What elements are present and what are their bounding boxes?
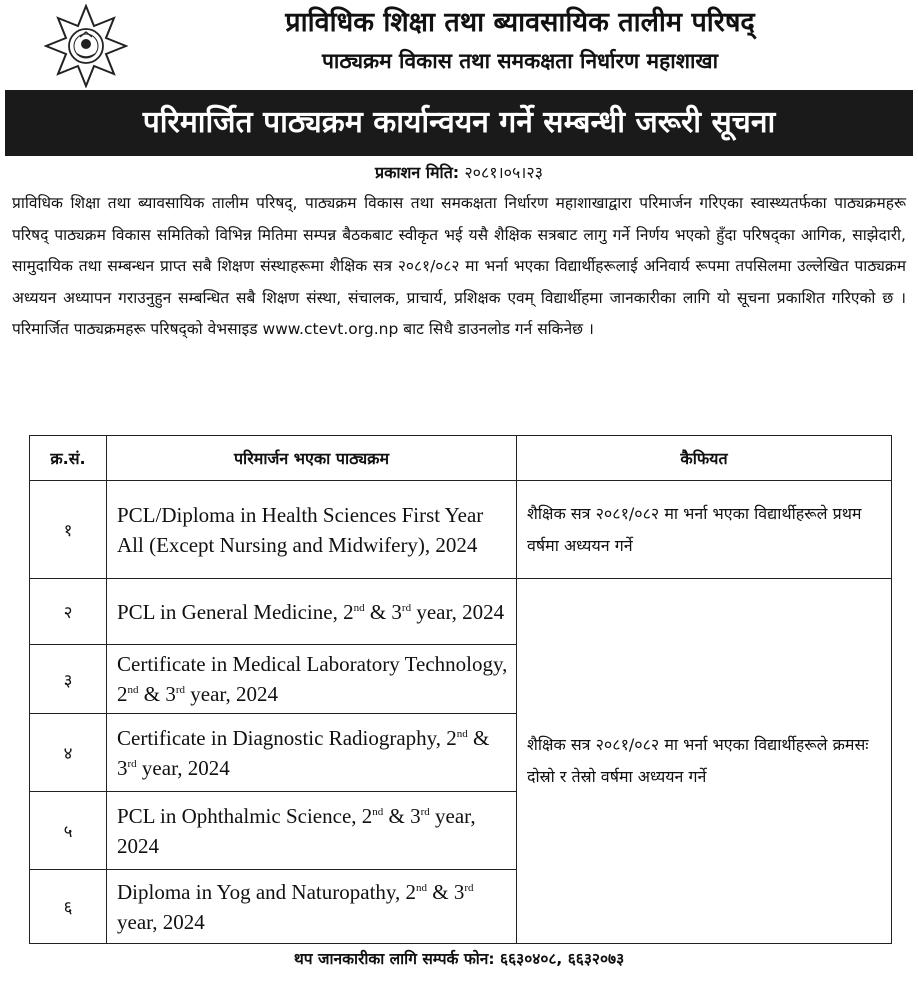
department-name: पाठ्यक्रम विकास तथा समकक्षता निर्धारण महाशाखा — [321, 48, 719, 73]
contact-label: थप जानकारीका लागि सम्पर्क फोन: — [293, 950, 495, 968]
table-row — [30, 481, 892, 579]
publication-date — [0, 160, 918, 186]
header-serial-number: क्र.सं. — [30, 436, 107, 481]
organization-name: प्राविधिक शिक्षा तथा ब्यावसायिक तालीम परिषद् — [285, 7, 755, 38]
notice-body-text: प्राविधिक शिक्षा तथा ब्यावसायिक तालीम परिषद्, पाठ्यक्रम विकास तथा समकक्षता निर्धारण महाशाखाद्वारा परिमार्जन गरिएका स्वास्थ्यतर्फका पाठ्यक्रमहरू परिषद् पाठ्यक्रम विकास समितिको विभिन्न मितिमा सम्पन्न बैठकबाट स्वीकृत भई यसै शैक्षिक सत्रबाट लागु गर्ने निर्णय भएको हुँदा परिषद्का आगिक, साझेदारी, सामुदायिक तथा सम्बन्धन प्राप्त सबै शिक्षण संस्थाहरूमा शैक्षिक सत्र २०८१/०८२ मा भर्ना भएका विद्यार्थीहरूलाई अनिवार्य रूपमा तपसिलमा उल्लेखित पाठ्यक्रम अध्ययन अध्यापन गराउनुहुन सम्बन्धित सबै शिक्षण संस्था, संचालक, प्राचार्य, प्रशिक्षक एवम् विद्यार्थीहमा जानकारीका लागि यो सूचना प्रकाशित गरिएको छ । परिमार्जित पाठ्यक्रमहरू परिषद्को वेभसाइड www.ctevt.org.np बाट सिधै डाउनलोड गर्न सकिनेछ । — [12, 194, 906, 338]
row-course: PCL in General Medicine, 2nd & 3rd year, 2024 — [107, 579, 517, 645]
row-course: PCL in Ophthalmic Science, 2nd & 3rd year, 2024 — [107, 792, 517, 870]
publication-date-label: प्रकाशन मिति: — [374, 163, 460, 182]
table-row — [30, 579, 892, 645]
row-course: PCL/Diploma in Health Sciences First Year All (Except Nursing and Midwifery), 2024 — [107, 481, 517, 579]
header-course: परिमार्जन भएका पाठ्यक्रम — [107, 436, 517, 481]
ctevt-emblem-icon — [44, 4, 128, 88]
row-course: Certificate in Medical Laboratory Technology, 2nd & 3rd year, 2024 — [107, 645, 517, 714]
row-course: Diploma in Yog and Naturopathy, 2nd & 3rd year, 2024 — [107, 870, 517, 944]
table-header-row — [30, 436, 892, 481]
row-remark: शैक्षिक सत्र २०८१/०८२ मा भर्ना भएका विद्यार्थीहरूले प्रथम वर्षमा अध्ययन गर्ने — [517, 481, 892, 579]
notice-title-banner: परिमार्जित पाठ्यक्रम कार्यान्वयन गर्ने सम्बन्धी जरूरी सूचना — [5, 90, 913, 156]
notice-header — [0, 0, 918, 88]
header-remarks: कैफियत — [517, 436, 892, 481]
row-serial-number: ५ — [30, 792, 107, 870]
publication-date-value: २०८१।०५।२३ — [464, 163, 544, 182]
courses-table — [29, 435, 892, 944]
row-serial-number: ३ — [30, 645, 107, 714]
row-serial-number: १ — [30, 481, 107, 579]
row-serial-number: २ — [30, 579, 107, 645]
row-serial-number: ४ — [30, 714, 107, 792]
row-remark-merged: शैक्षिक सत्र २०८१/०८२ मा भर्ना भएका विद्यार्थीहरूले क्रमसः दोस्रो र तेस्रो वर्षमा अध्ययन गर्ने — [517, 579, 892, 944]
row-serial-number: ६ — [30, 870, 107, 944]
contact-phone-numbers: ६६३०४०८, ६६३२०७३ — [500, 950, 625, 968]
row-course: Certificate in Diagnostic Radiography, 2nd & 3rd year, 2024 — [107, 714, 517, 792]
contact-info — [0, 946, 918, 972]
